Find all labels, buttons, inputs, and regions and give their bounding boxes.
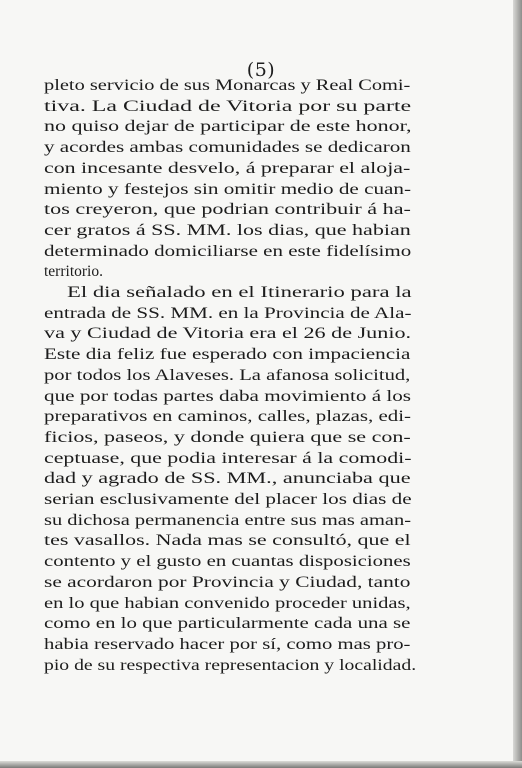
text-line: con incesante desvelo, á preparar el aloja- (44, 159, 411, 177)
text-line: ceptuase, que podia interesar á la comodi- (44, 449, 412, 467)
text-line: Este dia feliz fue esperado con impaciencia (44, 346, 411, 364)
text-line: habia reservado hacer por sí, como mas pro- (44, 635, 411, 653)
text-line: cer gratos á SS. MM. los dias, que habian (44, 221, 411, 239)
text-line: serian esclusivamente del placer los dias de (44, 491, 412, 508)
text-line: territorio. (44, 263, 103, 281)
text-line: tos creyeron, que podrian contribuir á ha- (44, 201, 411, 219)
page-number: (5) (246, 59, 276, 81)
text-line: tiva. La Ciudad de Vitoria por su parte (44, 97, 412, 115)
page-edge-bottom (0, 761, 522, 768)
text-line: entrada de SS. MM. en la Provincia de Ala- (44, 304, 412, 322)
text-line: por todos los Alaveses. La afanosa solicitud, (44, 366, 411, 384)
text-line: pleto servicio de sus Monarcas y Real Comi- (44, 77, 411, 94)
text-line: como en lo que particularmente cada una se (44, 615, 411, 633)
text-line: en lo que habian convenido proceder unidas, (44, 594, 411, 612)
text-line: pio de su respectiva representacion y localidad. (44, 656, 417, 674)
text-line: que por todas partes daba movimiento á los (44, 387, 412, 405)
text-line: tes vasallos. Nada mas se consultó, que el (44, 532, 411, 550)
text-line: va y Ciudad de Vitoria era el 26 de Junio. (44, 325, 412, 343)
text-line: El dia señalado en el Itinerario para la (67, 284, 412, 301)
text-line: dad y agrado de SS. MM., anunciaba que (44, 470, 411, 488)
text-line: preparativos en caminos, calles, plazas, edi- (44, 408, 412, 426)
text-line: ficios, paseos, y donde quiera que se con- (44, 428, 411, 446)
page-edge-right (513, 0, 522, 768)
text-line: contento y el gusto en cuantas disposiciones (44, 553, 411, 571)
text-line: y acordes ambas comunidades se dedicaron (44, 139, 411, 157)
text-line: determinado domiciliarse en este fidelísimo (44, 242, 412, 260)
text-line: su dichosa permanencia entre sus mas aman- (44, 511, 412, 529)
text-line: miento y festejos sin omitir medio de cuan- (44, 180, 412, 198)
text-line: no quiso dejar de participar de este honor, (44, 118, 412, 136)
text-line: se acordaron por Provincia y Ciudad, tanto (44, 573, 411, 591)
